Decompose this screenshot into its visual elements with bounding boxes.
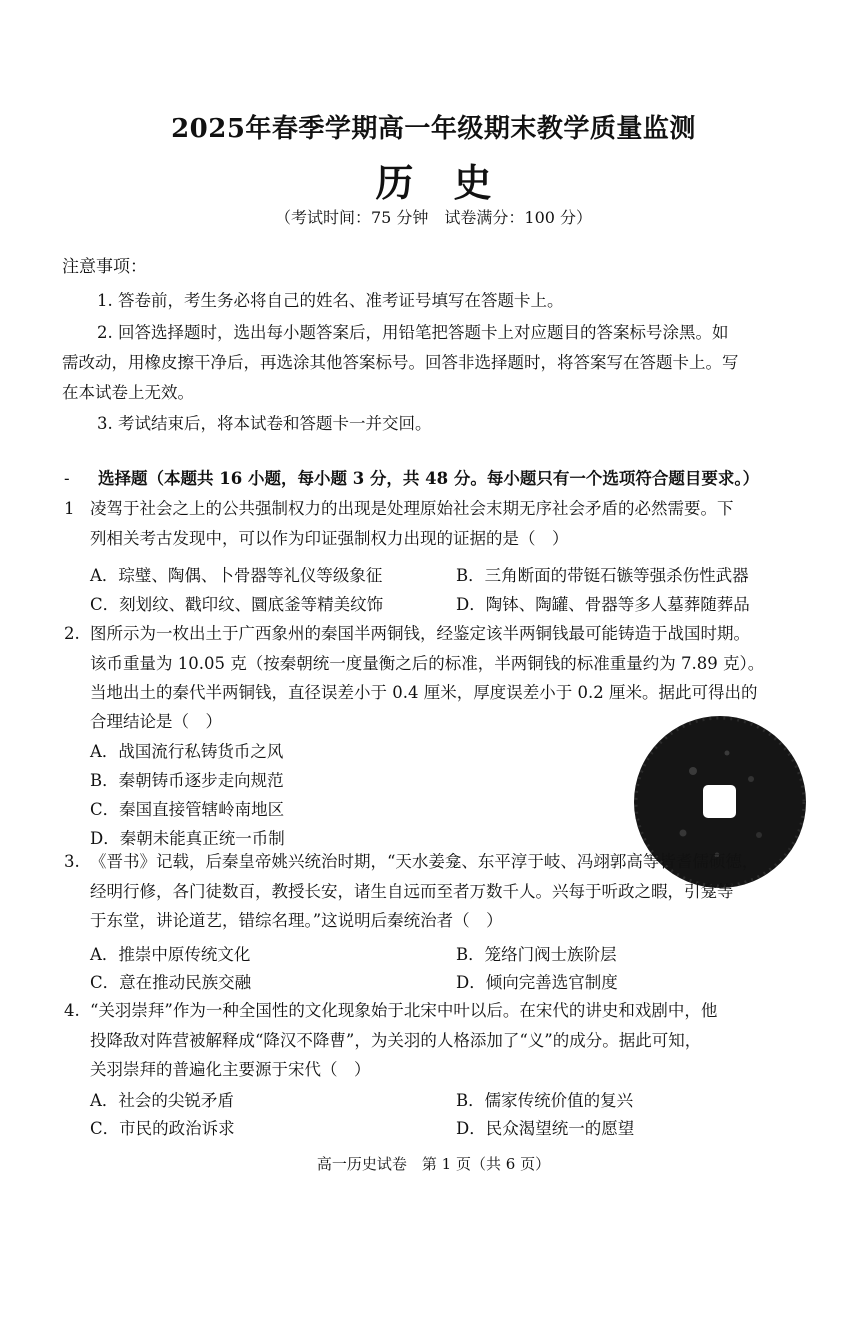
question-line: 于东堂，讲论道艺，错综名理。”这说明后秦统治者（ ） [90, 911, 503, 930]
option-c: C．秦国直接管辖岭南地区 [90, 800, 285, 819]
question-line: 关羽崇拜的普遍化主要源于宋代（ ） [90, 1060, 371, 1079]
section-heading: 选择题（本题共 16 小题，每小题 3 分，共 48 分。每小题只有一个选项符合题目要求。） [98, 469, 760, 488]
option-d: D．民众渴望统一的愿望 [456, 1119, 635, 1138]
question-line: 《晋书》记载，后秦皇帝姚兴统治时期，“天水姜龛、东平淳于岐、冯翊郭高等皆耆儒硕德， [90, 852, 759, 871]
option-d: D．陶钵、陶罐、骨器等多人墓葬随葬品 [456, 595, 750, 614]
note-line: 需改动，用橡皮擦干净后，再选涂其他答案标号。回答非选择题时，将答案写在答题卡上。写 [62, 353, 739, 372]
option-a: A．战国流行私铸货币之风 [90, 742, 284, 761]
page-footer: 高一历史试卷 第 1 页（共 6 页） [316, 1155, 551, 1173]
question-line: 凌驾于社会之上的公共强制权力的出现是处理原始社会末期无序社会矛盾的必然需要。下 [90, 499, 734, 518]
note-line: 在本试卷上无效。 [62, 383, 194, 402]
option-c: C．刻划纹、戳印纹、圜底釜等精美纹饰 [90, 595, 384, 614]
question-number: 2. [64, 624, 80, 643]
question-line: 经明行修，各门徒数百，教授长安，诸生自远而至者万数千人。兴每于听政之暇，引龛等 [90, 882, 734, 901]
question-line: 当地出土的秦代半两铜钱，直径误差小于 0.4 厘米，厚度误差小于 0.2 厘米。据此可得出的 [90, 683, 758, 702]
exam-title: 2025年春季学期高一年级期末教学质量监测 [171, 114, 696, 144]
question-line: 列相关考古发现中，可以作为印证强制权力出现的证据的是（ ） [90, 529, 569, 548]
note-line: 3. 考试结束后，将本试卷和答题卡一并交回。 [97, 414, 432, 433]
option-a: A．琮璧、陶偶、卜骨器等礼仪等级象征 [90, 566, 383, 585]
notes-heading: 注意事项： [62, 257, 147, 277]
question-line: 合理结论是（ ） [90, 712, 222, 731]
question-line: “关羽崇拜”作为一种全国性的文化现象始于北宋中叶以后。在宋代的讲史和戏剧中，他 [90, 1001, 718, 1020]
question-line: 该币重量为 10.05 克（按秦朝统一度量衡之后的标准，半两铜钱的标准重量约为 7.89 克）。 [90, 654, 765, 673]
question-number: 4. [64, 1001, 80, 1020]
option-a: A．推崇中原传统文化 [90, 945, 251, 964]
option-b: B．三角断面的带铤石镞等强杀伤性武器 [456, 566, 749, 585]
option-c: C．市民的政治诉求 [90, 1119, 235, 1138]
option-b: B．笼络门阀士族阶层 [456, 945, 617, 964]
question-line: 投降敌对阵营被解释成“降汉不降曹”，为关羽的人格添加了“义”的成分。据此可知， [90, 1031, 702, 1050]
subject-title: 历史 [375, 160, 532, 205]
exam-info: （考试时间：75 分钟 试卷满分：100 分） [274, 208, 593, 227]
note-line: 2. 回答选择题时，选出每小题答案后，用铅笔把答题卡上对应题目的答案标号涂黑。如 [97, 323, 729, 342]
option-d: D．倾向完善选官制度 [456, 973, 618, 992]
question-number: 1 [64, 499, 75, 518]
option-b: B．儒家传统价值的复兴 [456, 1091, 634, 1110]
option-d: D．秦朝未能真正统一币制 [90, 829, 285, 848]
question-line: 图所示为一枚出土于广西象州的秦国半两铜钱，经鉴定该半两铜钱最可能铸造于战国时期。 [90, 624, 750, 643]
question-number: 3. [64, 852, 80, 871]
note-line: 1. 答卷前，考生务必将自己的姓名、准考证号填写在答题卡上。 [97, 291, 564, 310]
option-b: B．秦朝铸币逐步走向规范 [90, 771, 284, 790]
section-marker: - [64, 469, 70, 488]
option-c: C．意在推动民族交融 [90, 973, 252, 992]
option-a: A．社会的尖锐矛盾 [90, 1091, 234, 1110]
